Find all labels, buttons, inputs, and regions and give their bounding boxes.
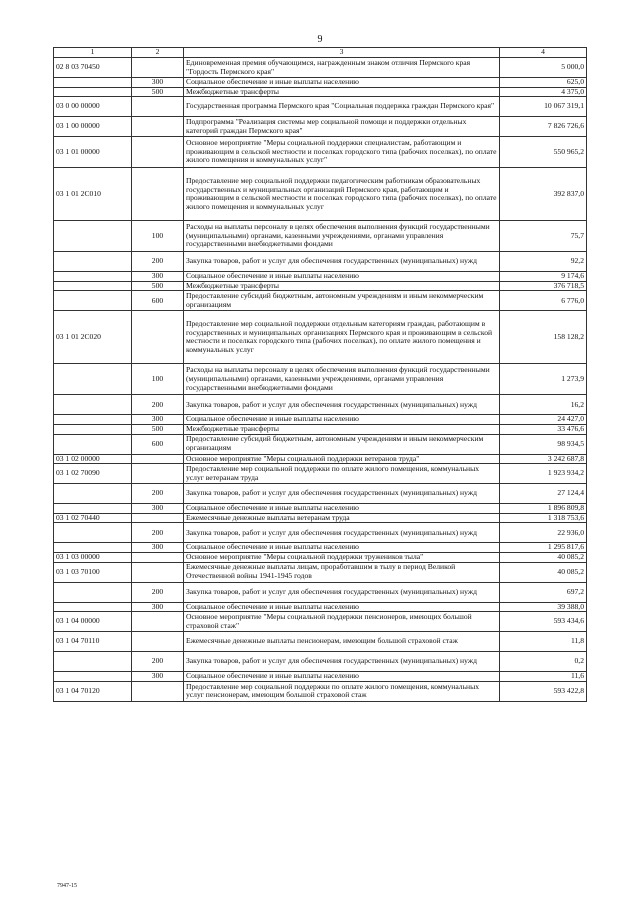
table-row (54, 513, 587, 523)
row-classification-code: 03 1 02 00000 (54, 454, 132, 464)
row-classification-code (54, 484, 132, 504)
row-classification-code (54, 523, 132, 543)
row-expense-type: 300 (132, 602, 184, 612)
row-amount: 1 896 809,8 (500, 504, 587, 514)
row-expense-type (132, 681, 184, 701)
row-amount: 40 085,2 (500, 562, 587, 582)
row-amount: 593 434,6 (500, 612, 587, 632)
row-amount: 75,7 (500, 221, 587, 252)
table-row (54, 168, 587, 221)
table-row (54, 252, 587, 272)
row-amount: 1 273,9 (500, 364, 587, 395)
row-expense-type (132, 58, 184, 78)
document-id-footnote: 7947-15 (57, 883, 77, 889)
row-amount: 1 923 934,2 (500, 464, 587, 484)
row-expense-type: 300 (132, 272, 184, 282)
row-classification-code: 03 1 03 00000 (54, 552, 132, 562)
table-row (54, 552, 587, 562)
row-expense-type: 300 (132, 78, 184, 88)
table-row (54, 454, 587, 464)
row-expense-type (132, 137, 184, 168)
row-expense-type (132, 311, 184, 364)
row-amount: 1 318 753,6 (500, 513, 587, 523)
row-amount: 27 124,4 (500, 484, 587, 504)
table-row (54, 434, 587, 454)
row-expense-type (132, 632, 184, 652)
row-expense-type (132, 612, 184, 632)
row-classification-code (54, 291, 132, 311)
table-row (54, 504, 587, 514)
row-description: Социальное обеспечение и иные выплаты населению (184, 504, 500, 514)
row-description: Социальное обеспечение и иные выплаты населению (184, 415, 500, 425)
row-expense-type: 200 (132, 395, 184, 415)
row-classification-code (54, 78, 132, 88)
row-expense-type (132, 454, 184, 464)
row-amount: 39 388,0 (500, 602, 587, 612)
row-description: Предоставление мер социальной поддержки педагогическим работникам образовательных государственных и муниципальных организаций Пермского края, работающим и проживающим в сельской местности и поселках городского типа (рабочих поселках), по оплате жилого помещения и коммунальных услуг (184, 168, 500, 221)
row-amount: 697,2 (500, 582, 587, 602)
table-row (54, 221, 587, 252)
table-row (54, 652, 587, 672)
row-expense-type: 600 (132, 291, 184, 311)
row-description: Социальное обеспечение и иные выплаты населению (184, 272, 500, 282)
row-amount: 0,2 (500, 652, 587, 672)
row-description: Предоставление субсидий бюджетным, автономным учреждениям и иным некоммерческим организациям (184, 434, 500, 454)
row-amount: 11,8 (500, 632, 587, 652)
row-description: Межбюджетные трансферты (184, 424, 500, 434)
table-row (54, 681, 587, 701)
table-row (54, 58, 587, 78)
row-expense-type (132, 562, 184, 582)
row-classification-code (54, 221, 132, 252)
row-expense-type: 600 (132, 434, 184, 454)
row-amount: 9 174,6 (500, 272, 587, 282)
table-row (54, 543, 587, 553)
row-amount: 5 000,0 (500, 58, 587, 78)
row-classification-code: 03 1 01 2С020 (54, 311, 132, 364)
row-amount: 10 067 319,1 (500, 97, 587, 117)
row-expense-type (132, 513, 184, 523)
row-description: Предоставление мер социальной поддержки по оплате жилого помещения, коммунальных услуг ветеранам труда (184, 464, 500, 484)
row-description: Межбюджетные трансферты (184, 87, 500, 97)
table-row (54, 97, 587, 117)
row-amount: 33 476,6 (500, 424, 587, 434)
row-description: Расходы на выплаты персоналу в целях обеспечения выполнения функций государственными (муниципальными) органами, казенными учреждениями, органами управления государственными внебюджетными фондами (184, 221, 500, 252)
row-description: Ежемесячные денежные выплаты лицам, проработавшим в тылу в период Великой Отечественной войны 1941-1945 годов (184, 562, 500, 582)
table-row (54, 523, 587, 543)
row-classification-code (54, 543, 132, 553)
table-row (54, 137, 587, 168)
row-classification-code: 03 0 00 00000 (54, 97, 132, 117)
row-classification-code (54, 364, 132, 395)
row-classification-code: 03 1 04 70110 (54, 632, 132, 652)
row-classification-code: 03 1 02 70090 (54, 464, 132, 484)
row-classification-code (54, 582, 132, 602)
row-classification-code (54, 504, 132, 514)
budget-table (53, 47, 587, 702)
row-amount: 11,6 (500, 672, 587, 682)
row-description: Закупка товаров, работ и услуг для обеспечения государственных (муниципальных) нужд (184, 523, 500, 543)
row-expense-type: 200 (132, 523, 184, 543)
row-classification-code: 03 1 04 00000 (54, 612, 132, 632)
row-classification-code: 02 8 03 70450 (54, 58, 132, 78)
row-classification-code: 03 1 02 70440 (54, 513, 132, 523)
row-description: Расходы на выплаты персоналу в целях обеспечения выполнения функций государственными (муниципальными) органами, казенными учреждениями, органами управления государственными внебюджетными фондами (184, 364, 500, 395)
row-amount: 3 242 687,8 (500, 454, 587, 464)
table-row (54, 87, 587, 97)
row-classification-code (54, 434, 132, 454)
row-expense-type: 200 (132, 252, 184, 272)
row-description: Подпрограмма "Реализация системы мер социальной помощи и поддержки отдельных категорий граждан Пермского края" (184, 117, 500, 137)
table-row (54, 484, 587, 504)
table-row (54, 672, 587, 682)
row-description: Основное мероприятие "Меры социальной поддержки ветеранов труда" (184, 454, 500, 464)
row-description: Социальное обеспечение и иные выплаты населению (184, 78, 500, 88)
row-description: Предоставление мер социальной поддержки по оплате жилого помещения, коммунальных услуг пенсионерам, имеющим большой страховой стаж (184, 681, 500, 701)
row-classification-code (54, 281, 132, 291)
table-row (54, 612, 587, 632)
table-row (54, 272, 587, 282)
row-classification-code (54, 672, 132, 682)
row-amount: 625,0 (500, 78, 587, 88)
row-amount: 550 965,2 (500, 137, 587, 168)
row-classification-code (54, 272, 132, 282)
row-classification-code (54, 87, 132, 97)
row-description: Ежемесячные денежные выплаты ветеранам труда (184, 513, 500, 523)
row-classification-code: 03 1 01 2С010 (54, 168, 132, 221)
row-classification-code (54, 415, 132, 425)
row-amount: 24 427,0 (500, 415, 587, 425)
table-row (54, 415, 587, 425)
row-amount: 392 837,0 (500, 168, 587, 221)
row-amount: 22 936,0 (500, 523, 587, 543)
row-description: Ежемесячные денежные выплаты пенсионерам, имеющим большой страховой стаж (184, 632, 500, 652)
row-description: Закупка товаров, работ и услуг для обеспечения государственных (муниципальных) нужд (184, 252, 500, 272)
row-description: Основное мероприятие "Меры социальной поддержки специалистам, работающим и проживающим в сельской местности и поселках городского типа (рабочих поселках), по оплате жилого помещения и коммунальных услуг" (184, 137, 500, 168)
table-row (54, 78, 587, 88)
row-expense-type: 100 (132, 221, 184, 252)
row-description: Единовременная премия обучающимся, награжденным знаком отличия Пермского края "Гордость Пермского края" (184, 58, 500, 78)
row-description: Социальное обеспечение и иные выплаты населению (184, 602, 500, 612)
row-amount: 7 826 726,6 (500, 117, 587, 137)
table-row (54, 562, 587, 582)
row-amount: 16,2 (500, 395, 587, 415)
row-expense-type: 300 (132, 415, 184, 425)
row-expense-type: 100 (132, 364, 184, 395)
row-expense-type (132, 168, 184, 221)
row-classification-code (54, 602, 132, 612)
row-classification-code (54, 424, 132, 434)
row-expense-type (132, 117, 184, 137)
row-amount: 40 085,2 (500, 552, 587, 562)
row-description: Межбюджетные трансферты (184, 281, 500, 291)
table-row (54, 311, 587, 364)
column-header: 4 (500, 48, 587, 58)
row-description: Закупка товаров, работ и услуг для обеспечения государственных (муниципальных) нужд (184, 652, 500, 672)
table-row (54, 395, 587, 415)
row-amount: 6 776,0 (500, 291, 587, 311)
row-classification-code: 03 1 04 70120 (54, 681, 132, 701)
row-expense-type: 300 (132, 504, 184, 514)
row-description: Государственная программа Пермского края "Социальная поддержка граждан Пермского края" (184, 97, 500, 117)
row-classification-code (54, 652, 132, 672)
row-expense-type: 200 (132, 652, 184, 672)
row-amount: 98 934,5 (500, 434, 587, 454)
row-expense-type: 200 (132, 582, 184, 602)
row-amount: 92,2 (500, 252, 587, 272)
table-row (54, 291, 587, 311)
row-description: Закупка товаров, работ и услуг для обеспечения государственных (муниципальных) нужд (184, 484, 500, 504)
table-row (54, 632, 587, 652)
row-amount: 4 375,0 (500, 87, 587, 97)
table-row (54, 602, 587, 612)
table-row (54, 281, 587, 291)
row-amount: 1 295 817,6 (500, 543, 587, 553)
row-classification-code: 03 1 03 70100 (54, 562, 132, 582)
row-expense-type (132, 552, 184, 562)
row-expense-type (132, 97, 184, 117)
row-expense-type: 500 (132, 87, 184, 97)
row-expense-type: 500 (132, 281, 184, 291)
row-classification-code: 03 1 01 00000 (54, 137, 132, 168)
page-number: 9 (317, 34, 323, 45)
table-row (54, 464, 587, 484)
row-amount: 158 128,2 (500, 311, 587, 364)
table-row (54, 364, 587, 395)
row-description: Предоставление субсидий бюджетным, автономным учреждениям и иным некоммерческим организациям (184, 291, 500, 311)
row-classification-code: 03 1 00 00000 (54, 117, 132, 137)
column-number-row (54, 48, 587, 58)
column-header: 1 (54, 48, 132, 58)
row-expense-type: 300 (132, 543, 184, 553)
column-header: 2 (132, 48, 184, 58)
column-header: 3 (184, 48, 500, 58)
row-description: Предоставление мер социальной поддержки отдельным категориям граждан, работающим в государственных и муниципальных организациях Пермского края и проживающим в сельской местности и поселках городского типа (рабочих поселках), по оплате жилого помещения и коммунальных услуг (184, 311, 500, 364)
row-expense-type: 500 (132, 424, 184, 434)
row-classification-code (54, 252, 132, 272)
table-row (54, 117, 587, 137)
row-classification-code (54, 395, 132, 415)
row-description: Закупка товаров, работ и услуг для обеспечения государственных (муниципальных) нужд (184, 582, 500, 602)
row-expense-type (132, 464, 184, 484)
row-amount: 593 422,8 (500, 681, 587, 701)
row-description: Социальное обеспечение и иные выплаты населению (184, 672, 500, 682)
row-expense-type: 200 (132, 484, 184, 504)
row-amount: 376 718,5 (500, 281, 587, 291)
row-description: Основное мероприятие "Меры социальной поддержки тружеников тыла" (184, 552, 500, 562)
row-expense-type: 300 (132, 672, 184, 682)
table-row (54, 424, 587, 434)
row-description: Основное мероприятие "Меры социальной поддержки пенсионеров, имеющих большой страховой стаж" (184, 612, 500, 632)
row-description: Закупка товаров, работ и услуг для обеспечения государственных (муниципальных) нужд (184, 395, 500, 415)
row-description: Социальное обеспечение и иные выплаты населению (184, 543, 500, 553)
table-row (54, 582, 587, 602)
